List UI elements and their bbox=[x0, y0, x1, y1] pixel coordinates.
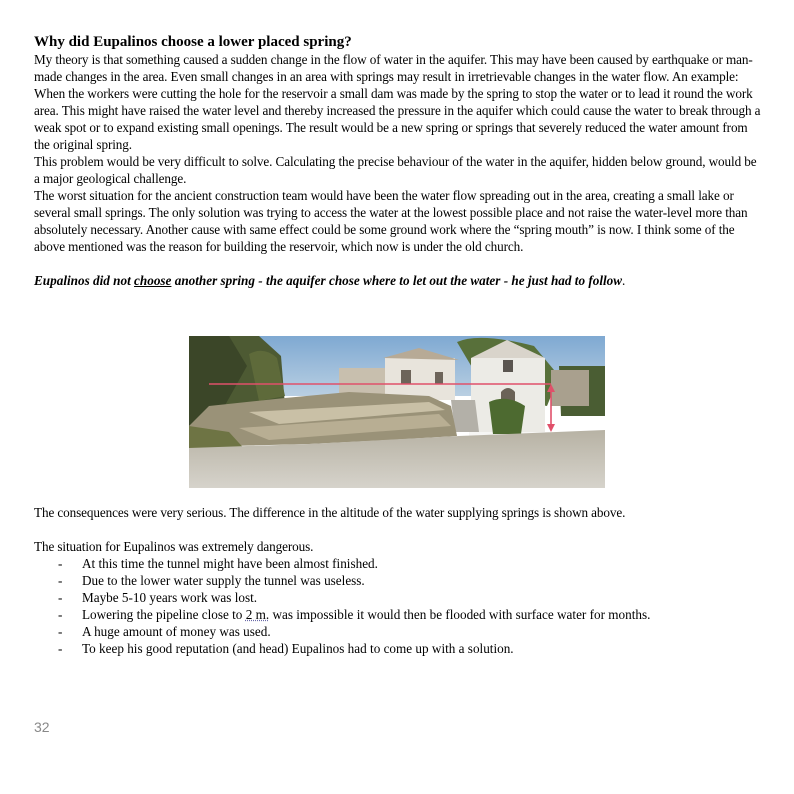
list-item-text: Lowering the pipeline close to bbox=[82, 607, 246, 622]
paragraph-situation: The situation for Eupalinos was extremely dangerous. bbox=[34, 539, 314, 554]
conclusion-part-2: another spring - the aquifer chose where to let out the water - he just had to follow bbox=[171, 273, 623, 288]
paragraph-worst-situation: The worst situation for the ancient construction team would have been the water flow spreading out in the area, creating a small lake or several small springs. The only solution was trying to access the water at the lowest possible place and not raise the water-level more than absolutely necessary. Another cause with same effect could be some ground work where the “spring mouth” is now. I think some of the above mentioned was the reason for building the reservoir, which now is under the old church. bbox=[34, 188, 748, 254]
list-item bbox=[34, 555, 762, 572]
list-item-text: Maybe 5-10 years work was lost. bbox=[82, 590, 258, 605]
paragraph-theory: My theory is that something caused a sudden change in the flow of water in the aquifer. This may have been caused by earthquake or man-made changes in the area. Even small changes in an area with springs may result in irretrievable changes in the water flow. An example: When the workers were cutting the hole for the reservoir a small dam was made by the spring to stop the water or to lead it round the work area. This might have raised the water level and thereby increased the pressure in the aquifer which could cause the water to break through a weak spot or to expand existing small openings. The result would be a new spring or springs that severely reduced the water amount from the original spring. bbox=[34, 52, 761, 152]
list-bullet: - bbox=[58, 590, 63, 605]
list-item-text: At this time the tunnel might have been almost finished. bbox=[82, 556, 378, 571]
list-item bbox=[34, 606, 762, 623]
conclusion-period: . bbox=[622, 273, 626, 288]
list-item bbox=[34, 640, 762, 657]
paragraph-consequences: The consequences were very serious. The difference in the altitude of the water supplying springs is shown above. bbox=[34, 505, 626, 520]
list-item-text: A huge amount of money was used. bbox=[82, 624, 271, 639]
page-number: 32 bbox=[34, 719, 50, 735]
list-bullet: - bbox=[58, 607, 63, 622]
document-body bbox=[34, 34, 762, 289]
conclusion-statement bbox=[34, 272, 762, 289]
list-bullet: - bbox=[58, 573, 63, 588]
paragraph-problem: This problem would be very difficult to solve. Calculating the precise behaviour of the water in the aquifer, hidden below ground, would be a major geological challenge. bbox=[34, 154, 757, 186]
distance-value: 2 m. bbox=[245, 607, 270, 622]
consequences-section bbox=[34, 504, 762, 657]
list-bullet: - bbox=[58, 624, 63, 639]
conclusion-part-1: Eupalinos did not bbox=[34, 273, 135, 288]
list-item bbox=[34, 623, 762, 640]
list-item bbox=[34, 589, 762, 606]
list-item bbox=[34, 572, 762, 589]
spacer bbox=[34, 521, 762, 538]
list-bullet: - bbox=[58, 641, 63, 656]
list-item-text: was impossible it would then be flooded with surface water for months. bbox=[269, 607, 651, 622]
list-bullet: - bbox=[58, 556, 63, 571]
church-spring-photo bbox=[189, 336, 605, 488]
spacer bbox=[34, 255, 762, 272]
list-item-text: Due to the lower water supply the tunnel was useless. bbox=[82, 573, 365, 588]
list-item-text: To keep his good reputation (and head) Eupalinos had to come up with a solution. bbox=[82, 641, 514, 656]
consequence-list bbox=[34, 555, 762, 657]
section-heading: Why did Eupalinos choose a lower placed spring? bbox=[34, 34, 352, 50]
conclusion-underlined-word: choose bbox=[134, 273, 172, 288]
